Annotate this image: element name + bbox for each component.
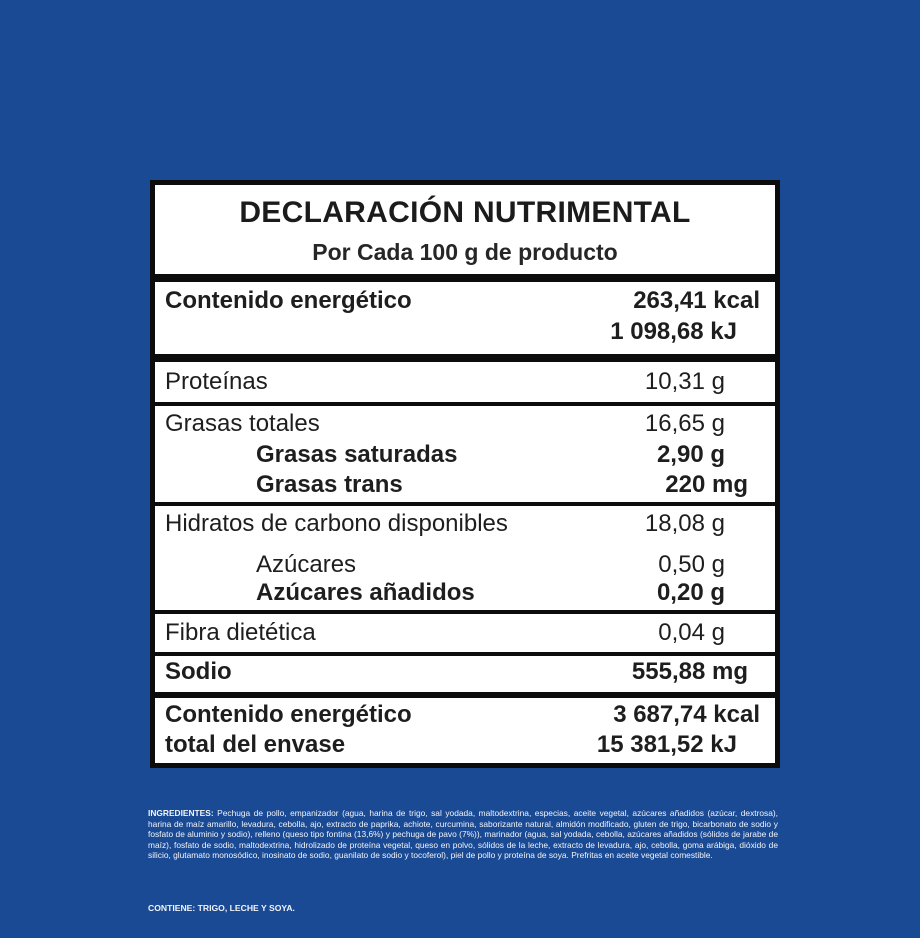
carbs-box	[155, 506, 775, 610]
carbs-label: Hidratos de carbono disponibles	[165, 510, 508, 537]
energy-label: Contenido energético	[165, 287, 412, 314]
label-subtitle: Por Cada 100 g de producto	[312, 239, 618, 265]
ingredients-text	[148, 808, 778, 861]
nutrition-facts-panel	[150, 180, 780, 768]
energy-kcal: 263,41 kcal	[633, 287, 760, 314]
energy-box	[155, 282, 775, 354]
fats-box	[155, 406, 775, 502]
fats-saturated-label: Grasas saturadas	[256, 441, 458, 468]
fats-total-label: Grasas totales	[165, 410, 320, 437]
carbs-value: 18,08 g	[644, 510, 725, 537]
fiber-row	[155, 614, 775, 652]
label-title: DECLARACIÓN NUTRIMENTAL	[239, 196, 691, 229]
sodium-label: Sodio	[165, 658, 232, 685]
fats-saturated-value: 2,90 g	[656, 441, 725, 468]
added-sugars-label: Azúcares añadidos	[256, 579, 475, 606]
sodium-value: 555,88 mg	[631, 658, 748, 685]
fats-trans-value: 220 mg	[665, 471, 748, 498]
allergens-statement: CONTIENE: TRIGO, LECHE Y SOYA.	[148, 903, 295, 913]
sugars-label: Azúcares	[256, 551, 357, 578]
fiber-value: 0,04 g	[658, 619, 725, 646]
proteins-value: 10,31 g	[644, 368, 725, 395]
proteins-row	[155, 362, 775, 402]
total-energy-kj: 15 381,52 kJ	[596, 731, 737, 758]
sugars-value: 0,50 g	[658, 551, 725, 578]
ingredients-list: Pechuga de pollo, empanizador (agua, harina de trigo, sal yodada, maltodextrina, especias, aceite vegetal, azúcares añadidos (azúcar, dextrosa), harina de maíz amarillo, levadura, cebolla, ajo, extracto de paprika, achiote, curcumina, saborizante natural, almidón modificado, gluten de trigo, bicarbonato de sodio y fosfato de aluminio y sodio), relleno (queso tipo fontina (13,6%) y pechuga de pavo (7%)), marinador (agua, sal yodada, cebolla, azúcares añadidos (sólidos de jarabe de maíz), fosfato de sodio, maltodextrina, hidrolizado de proteína vegetal, queso en polvo, sólidos de la leche, extracto de levadura, ajo, cebolla, goma arábiga, dióxido de silicio, glutamato monosódico, inosinato de sodio, guanilato de sodio y tocoferol), piel de pollo y proteína de soya. Prefritas en aceite vegetal comestible.	[148, 808, 779, 861]
fats-trans-label: Grasas trans	[256, 471, 403, 498]
fiber-label: Fibra dietética	[165, 619, 316, 646]
header-box	[155, 185, 775, 274]
total-energy-kcal: 3 687,74 kcal	[613, 701, 760, 728]
ingredients-heading: INGREDIENTES:	[148, 808, 214, 818]
total-energy-label-2: total del envase	[165, 731, 346, 758]
total-energy-box	[155, 698, 775, 763]
proteins-label: Proteínas	[165, 368, 268, 395]
fats-total-value: 16,65 g	[644, 410, 725, 437]
sodium-row	[155, 656, 775, 692]
added-sugars-value: 0,20 g	[656, 579, 725, 606]
total-energy-label-1: Contenido energético	[165, 701, 412, 728]
energy-kj: 1 098,68 kJ	[610, 318, 737, 345]
